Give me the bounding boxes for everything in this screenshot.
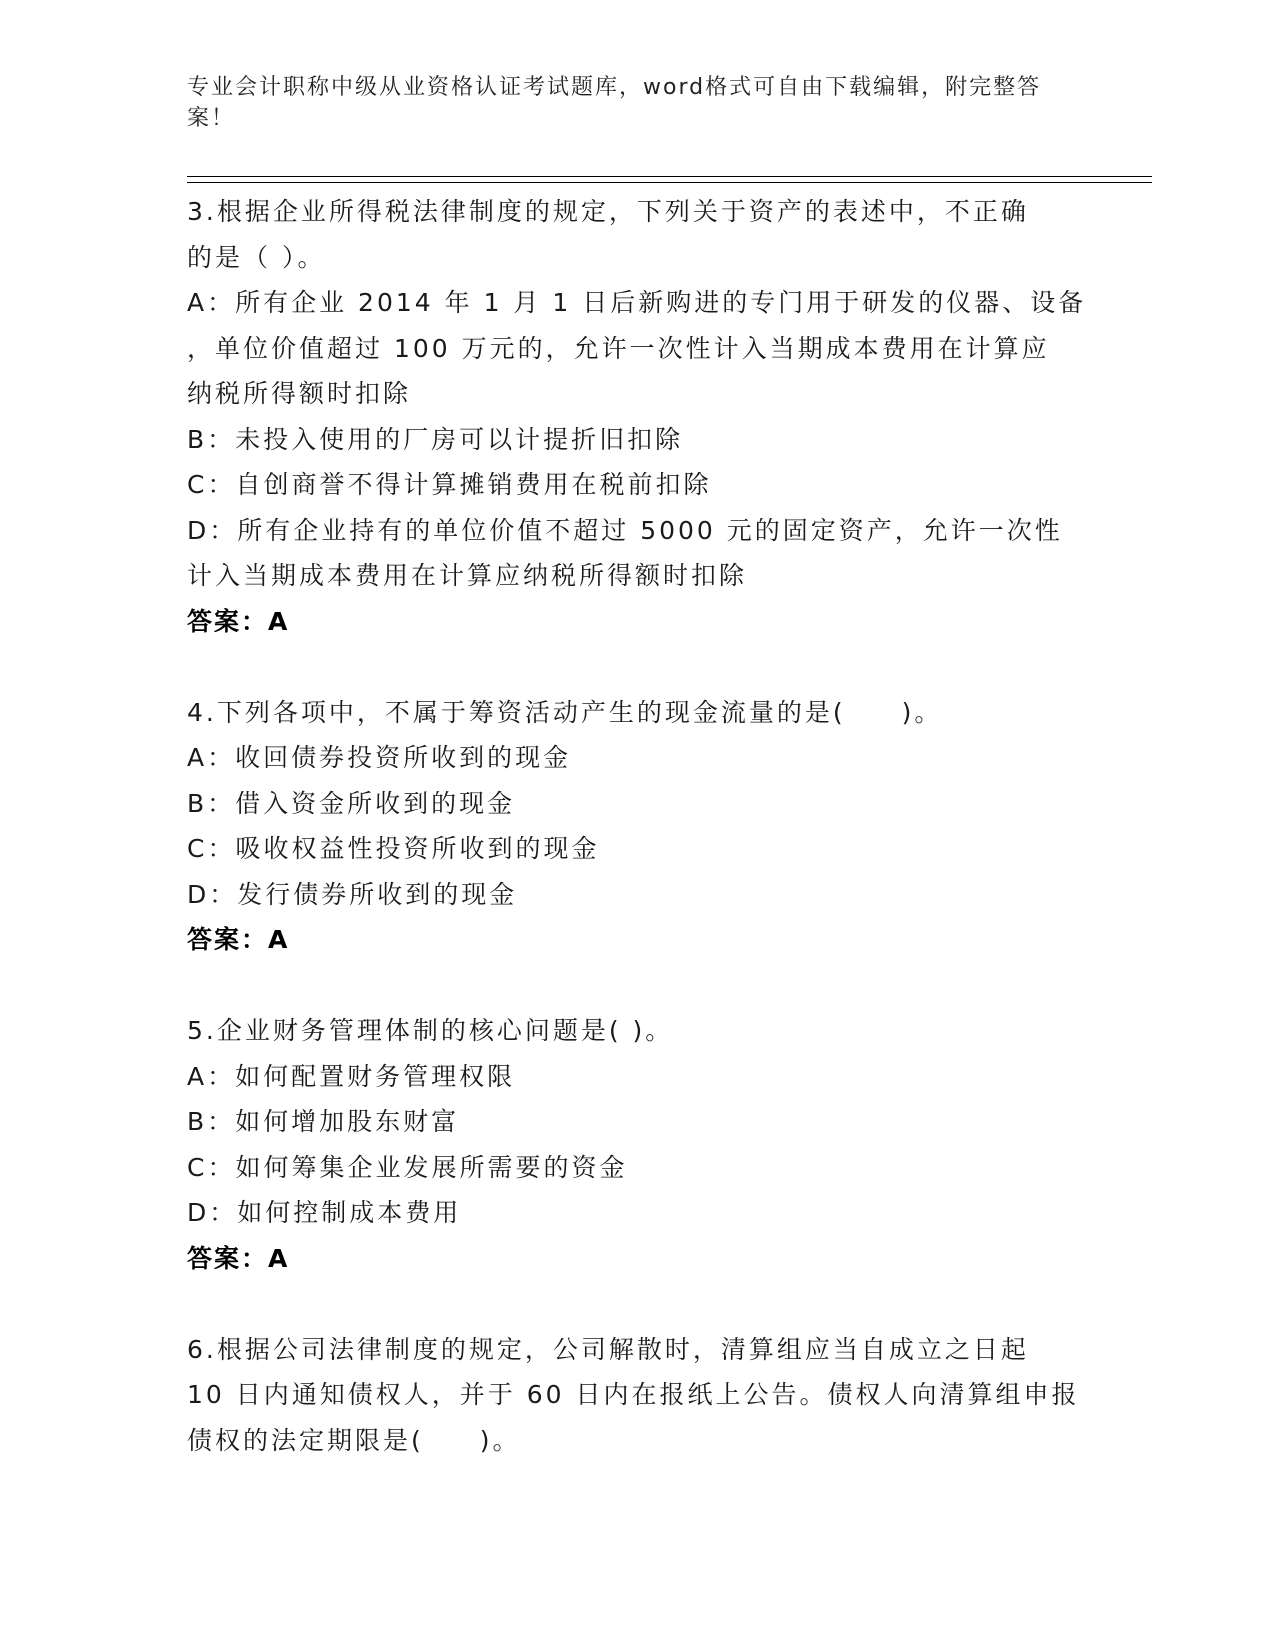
page-header <box>187 72 1067 134</box>
option-line: C：自创商誉不得计算摊销费用在税前扣除 <box>187 470 712 499</box>
question-block <box>187 1008 1087 1281</box>
question-stem-line: 的是（ ）。 <box>187 242 326 272</box>
question-stem-line: 10 日内通知债权人，并于 60 日内在报纸上公告。债权人向清算组申报 <box>187 1380 1080 1409</box>
option-line: A：如何配置财务管理权限 <box>187 1061 516 1091</box>
question-list <box>187 189 1087 1463</box>
option-line: D：如何控制成本费用 <box>187 1198 462 1227</box>
question-block <box>187 690 1087 963</box>
option-line: D：发行债券所收到的现金 <box>187 879 518 909</box>
option-line: 计入当期成本费用在计算应纳税所得额时扣除 <box>187 561 748 590</box>
question-stem-line: 5.企业财务管理体制的核心问题是( )。 <box>187 1016 674 1045</box>
option-line: C：吸收权益性投资所收到的现金 <box>187 834 600 863</box>
question-block <box>187 1327 1087 1464</box>
answer-label: 答案：A <box>187 1243 290 1273</box>
option-line: B：未投入使用的厂房可以计提折旧扣除 <box>187 424 684 454</box>
question-stem-line: 3.根据企业所得税法律制度的规定，下列关于资产的表述中，不正确 <box>187 197 1029 226</box>
option-line: ，单位价值超过 100 万元的，允许一次性计入当期成本费用在计算应 <box>187 333 1050 363</box>
question-spacer <box>187 963 1087 1009</box>
option-line: B：借入资金所收到的现金 <box>187 788 516 818</box>
header-divider-top <box>187 176 1152 177</box>
option-line: 纳税所得额时扣除 <box>187 379 412 408</box>
option-line: A：收回债券投资所收到的现金 <box>187 743 572 772</box>
header-line-1: 专业会计职称中级从业资格认证考试题库，word格式可自由下载编辑，附完整答 <box>187 75 1042 100</box>
option-line: A：所有企业 2014 年 1 月 1 日后新购进的专门用于研发的仪器、设备 <box>187 288 1087 317</box>
answer-label: 答案：A <box>187 606 290 636</box>
question-stem-line: 4.下列各项中，不属于筹资活动产生的现金流量的是( )。 <box>187 697 943 727</box>
question-spacer <box>187 1281 1087 1327</box>
header-line-2: 案！ <box>187 106 236 131</box>
header-divider-bottom <box>187 182 1152 183</box>
question-block <box>187 189 1087 644</box>
option-line: C：如何筹集企业发展所需要的资金 <box>187 1152 628 1182</box>
option-line: D：所有企业持有的单位价值不超过 5000 元的固定资产，允许一次性 <box>187 515 1063 545</box>
question-spacer <box>187 644 1087 690</box>
question-stem-line: 6.根据公司法律制度的规定，公司解散时，清算组应当自成立之日起 <box>187 1334 1029 1364</box>
option-line: B：如何增加股东财富 <box>187 1107 460 1136</box>
answer-label: 答案：A <box>187 925 290 954</box>
question-stem-line: 债权的法定期限是( )。 <box>187 1425 521 1455</box>
